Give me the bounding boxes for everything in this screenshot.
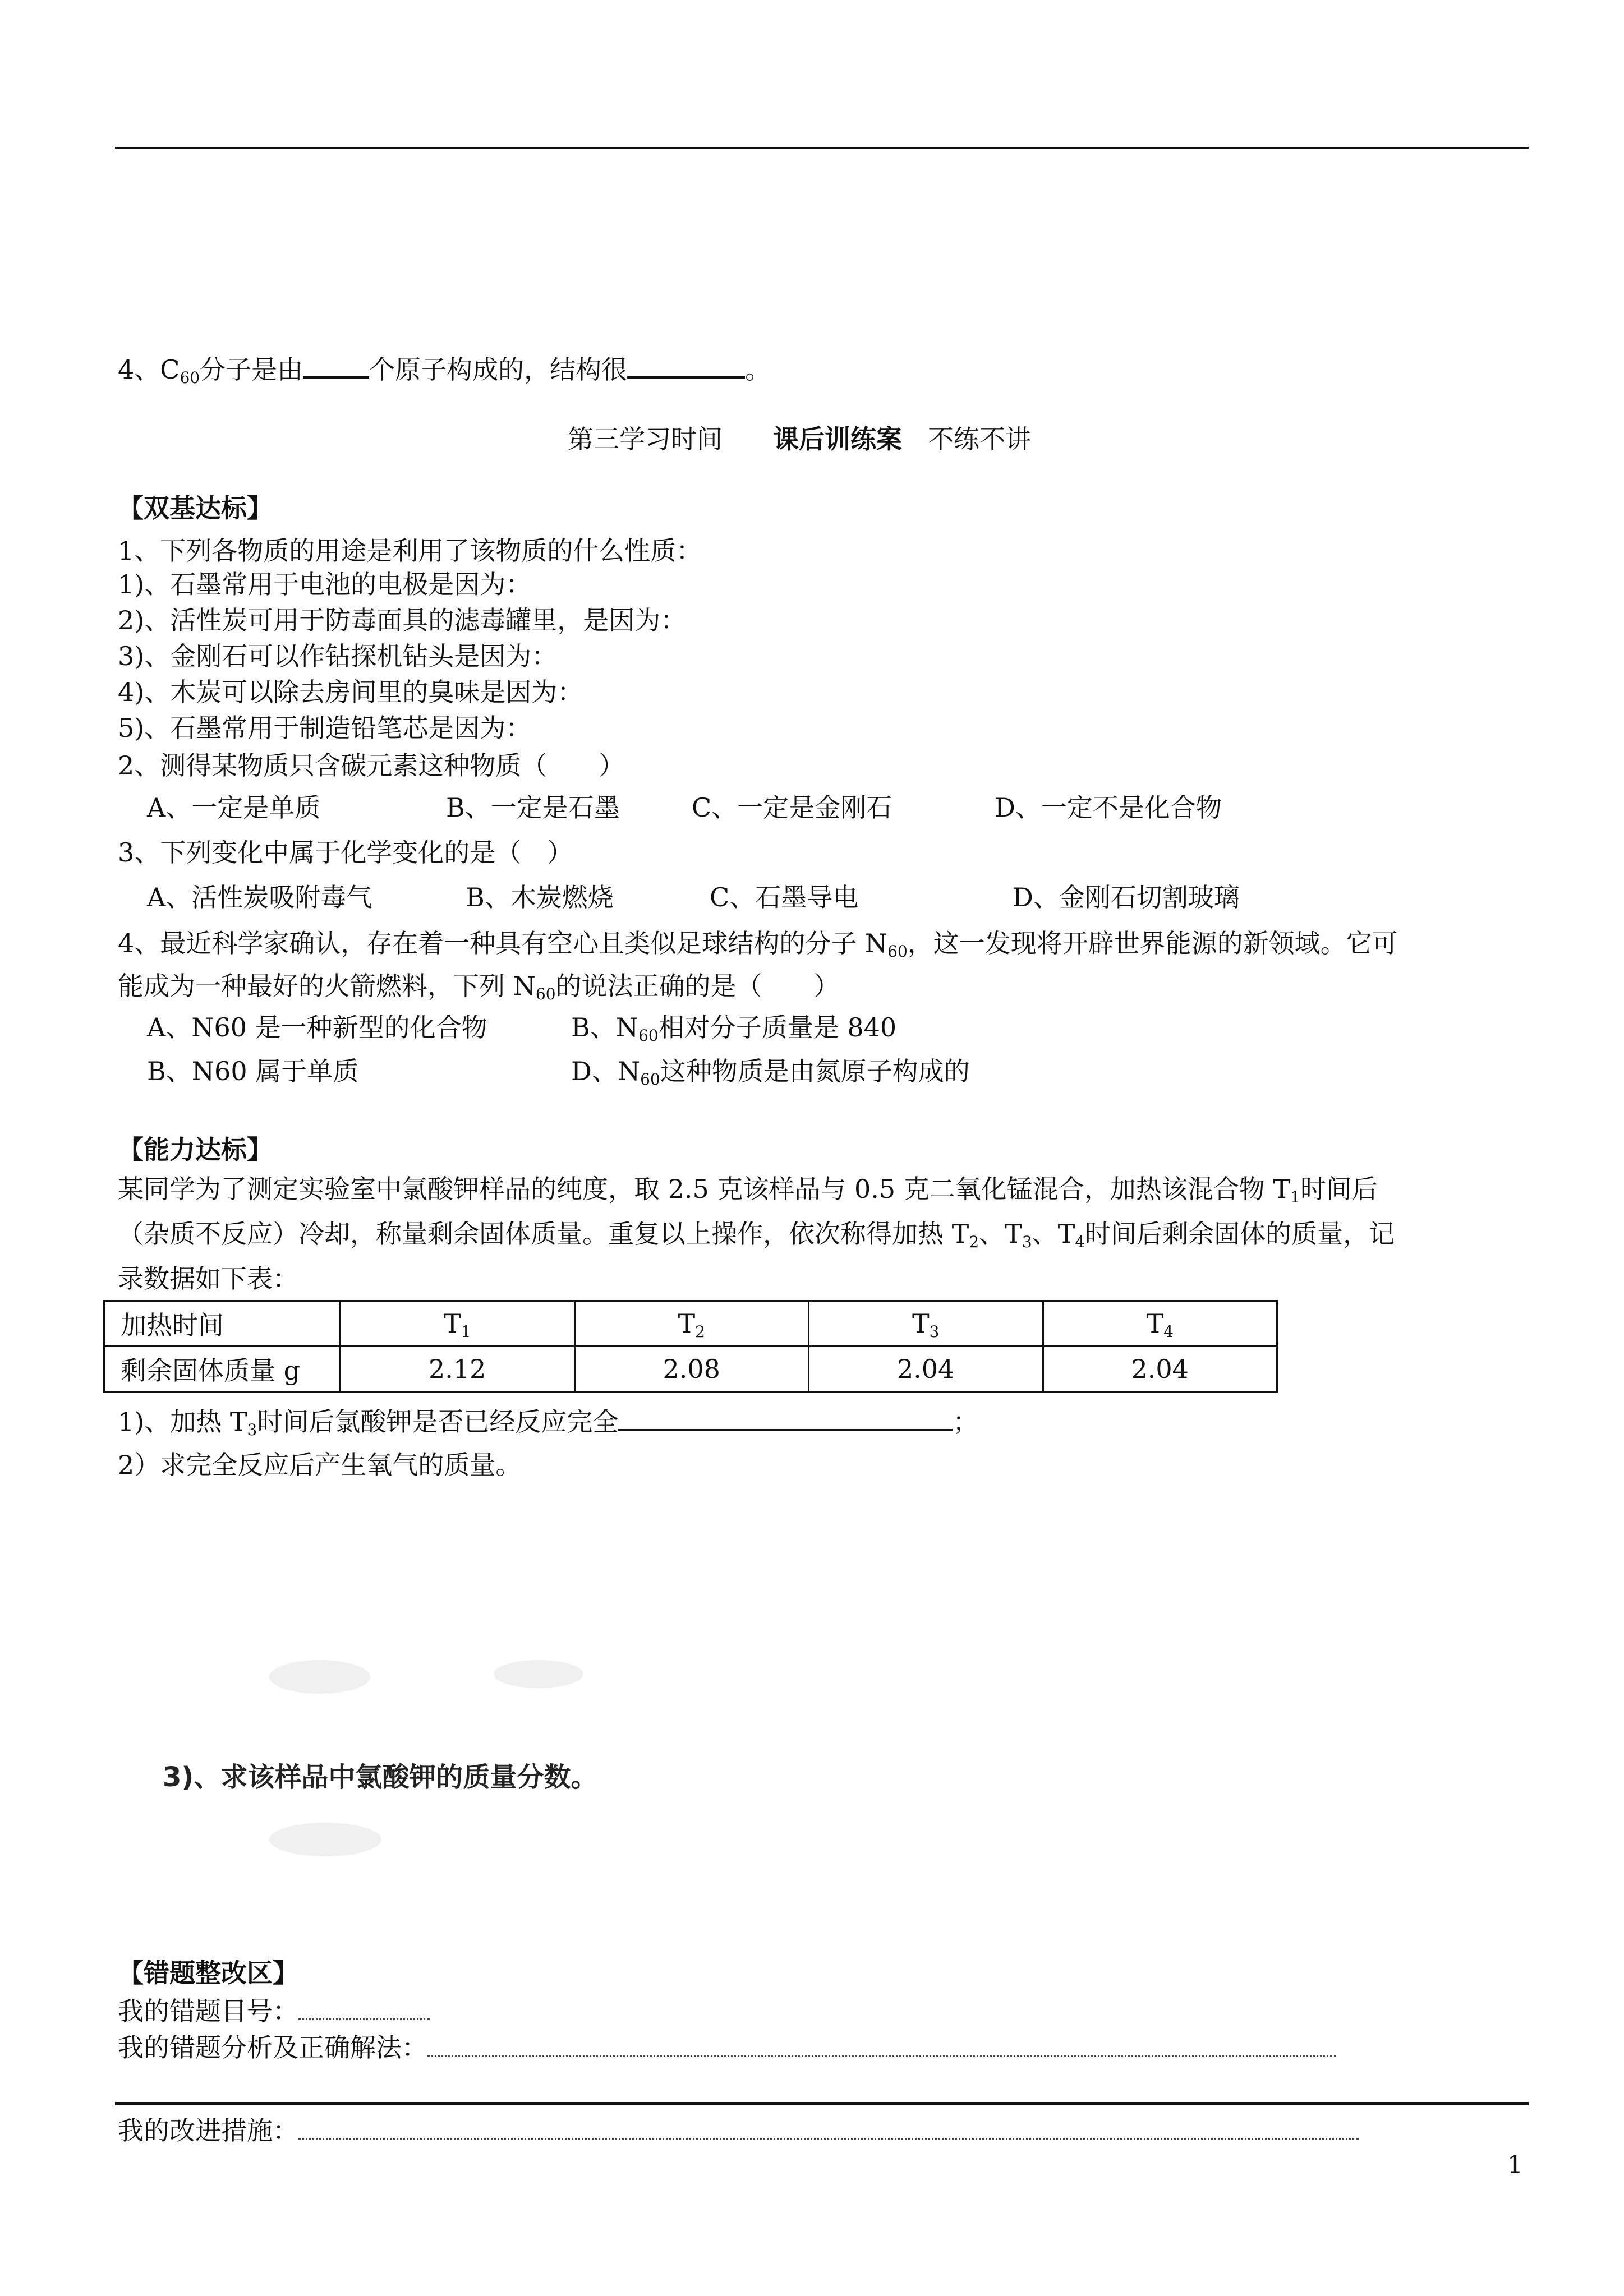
- q2-option-c: C、一定是金刚石: [692, 792, 892, 823]
- subquestion-1: 1)、加热 $T_3$时间后氯酸钾是否已经反应完全 ；: [118, 1403, 978, 1439]
- nengli-para-1: 某同学为了测定实验室中氯酸钾样品的纯度，取 2.5 克该样品与 0.5 克二氧化锰混合，加热该混合物 $T_1$时间后: [118, 1174, 1378, 1206]
- cuoti-heading: 【错题整改区】: [118, 1958, 298, 1988]
- footer-rule: [115, 2102, 1529, 2105]
- shuangji-heading: 【双基达标】: [118, 493, 273, 523]
- nengli-para-2: （杂质不反应）冷却，称量剩余固体质量。重复以上操作，依次称得加热 $T_2$、$T_3$、$T_4$时间后剩余固体的质量，记: [118, 1219, 1395, 1251]
- q1-text: 1、下列各物质的用途是利用了该物质的什么性质：: [118, 536, 702, 566]
- q1-item-2: 2)、活性炭可用于防毒面具的滤毒罐里，是因为：: [118, 605, 687, 635]
- table-row-label: 加热时间: [104, 1301, 341, 1347]
- table-header-cell: $T_2$: [574, 1301, 809, 1347]
- q1-item-4: 4)、木炭可以除去房间里的臭味是因为：: [118, 677, 583, 707]
- cuoti-line-1: 我的错题目号：: [118, 1994, 430, 2028]
- q3-option-b: B、木炭燃烧: [466, 882, 614, 912]
- header-rule: [115, 147, 1529, 149]
- q2-option-d: D、一定不是化合物: [995, 792, 1222, 823]
- table-row-label: 剩余固体质量 g: [104, 1347, 341, 1392]
- q3-text: 3、下列变化中属于化学变化的是（ ）: [118, 837, 573, 868]
- data-table: [103, 1300, 1278, 1393]
- q4-option-c: B、N60 属于单质: [147, 1056, 359, 1086]
- table-header-cell: $T_3$: [809, 1301, 1043, 1347]
- q1-item-5: 5)、石墨常用于制造铅笔芯是因为：: [118, 713, 532, 743]
- table-cell: 2.04: [1043, 1347, 1277, 1392]
- q4-line-1: 4、最近科学家确认，存在着一种具有空心且类似足球结构的分子 $N_{60}$，这一发现将开辟世界能源的新领域。它可: [118, 928, 1398, 961]
- q1-item-3: 3)、金刚石可以作钻探机钻头是因为：: [118, 641, 558, 671]
- c60-question: 4、$C_{60}$分子是由 个原子构成的，结构很 。: [118, 351, 771, 386]
- q2-text: 2、测得某物质只含碳元素这种物质（ ）: [118, 750, 625, 781]
- q1-item-1: 1)、石墨常用于电池的电极是因为：: [118, 569, 532, 600]
- q4-option-b: B、$N_{60}$相对分子质量是 840: [571, 1012, 897, 1045]
- nengli-para-3: 录数据如下表：: [118, 1264, 298, 1294]
- section-title: 第三学习时间 课后训练案 不练不讲: [568, 424, 1031, 454]
- q4-line-2: 能成为一种最好的火箭燃料，下列 $N_{60}$的说法正确的是（ ）: [118, 971, 840, 1003]
- q3-option-d: D、金刚石切割玻璃: [1013, 882, 1240, 912]
- nengli-heading: 【能力达标】: [118, 1135, 273, 1165]
- table-header-cell: $T_4$: [1043, 1301, 1277, 1347]
- q2-option-a: A、一定是单质: [147, 792, 321, 823]
- table-cell: 2.12: [341, 1347, 575, 1392]
- q4-option-d: D、$N_{60}$这种物质是由氮原子构成的: [571, 1056, 970, 1089]
- page-number: 1: [1507, 2151, 1523, 2179]
- scan-smudge: [269, 1660, 370, 1694]
- q3-option-c: C、石墨导电: [710, 882, 859, 912]
- cuoti-line-3: 我的改进措施：: [118, 2113, 1359, 2147]
- subquestion-3: 3)、求该样品中氯酸钾的质量分数。: [163, 1762, 598, 1793]
- cuoti-line-2: 我的错题分析及正确解法：: [118, 2030, 1336, 2064]
- subquestion-2: 2）求完全反应后产生氧气的质量。: [118, 1450, 522, 1480]
- table-cell: 2.04: [809, 1347, 1043, 1392]
- q4-option-a: A、N60 是一种新型的化合物: [147, 1012, 487, 1043]
- scan-smudge: [269, 1823, 381, 1856]
- table-header-cell: $T_1$: [341, 1301, 575, 1347]
- table-row: [104, 1301, 1277, 1347]
- scan-smudge: [494, 1660, 583, 1688]
- table-row: [104, 1347, 1277, 1392]
- q3-option-a: A、活性炭吸附毒气: [147, 882, 372, 912]
- q2-option-b: B、一定是石墨: [446, 792, 620, 823]
- table-cell: 2.08: [574, 1347, 809, 1392]
